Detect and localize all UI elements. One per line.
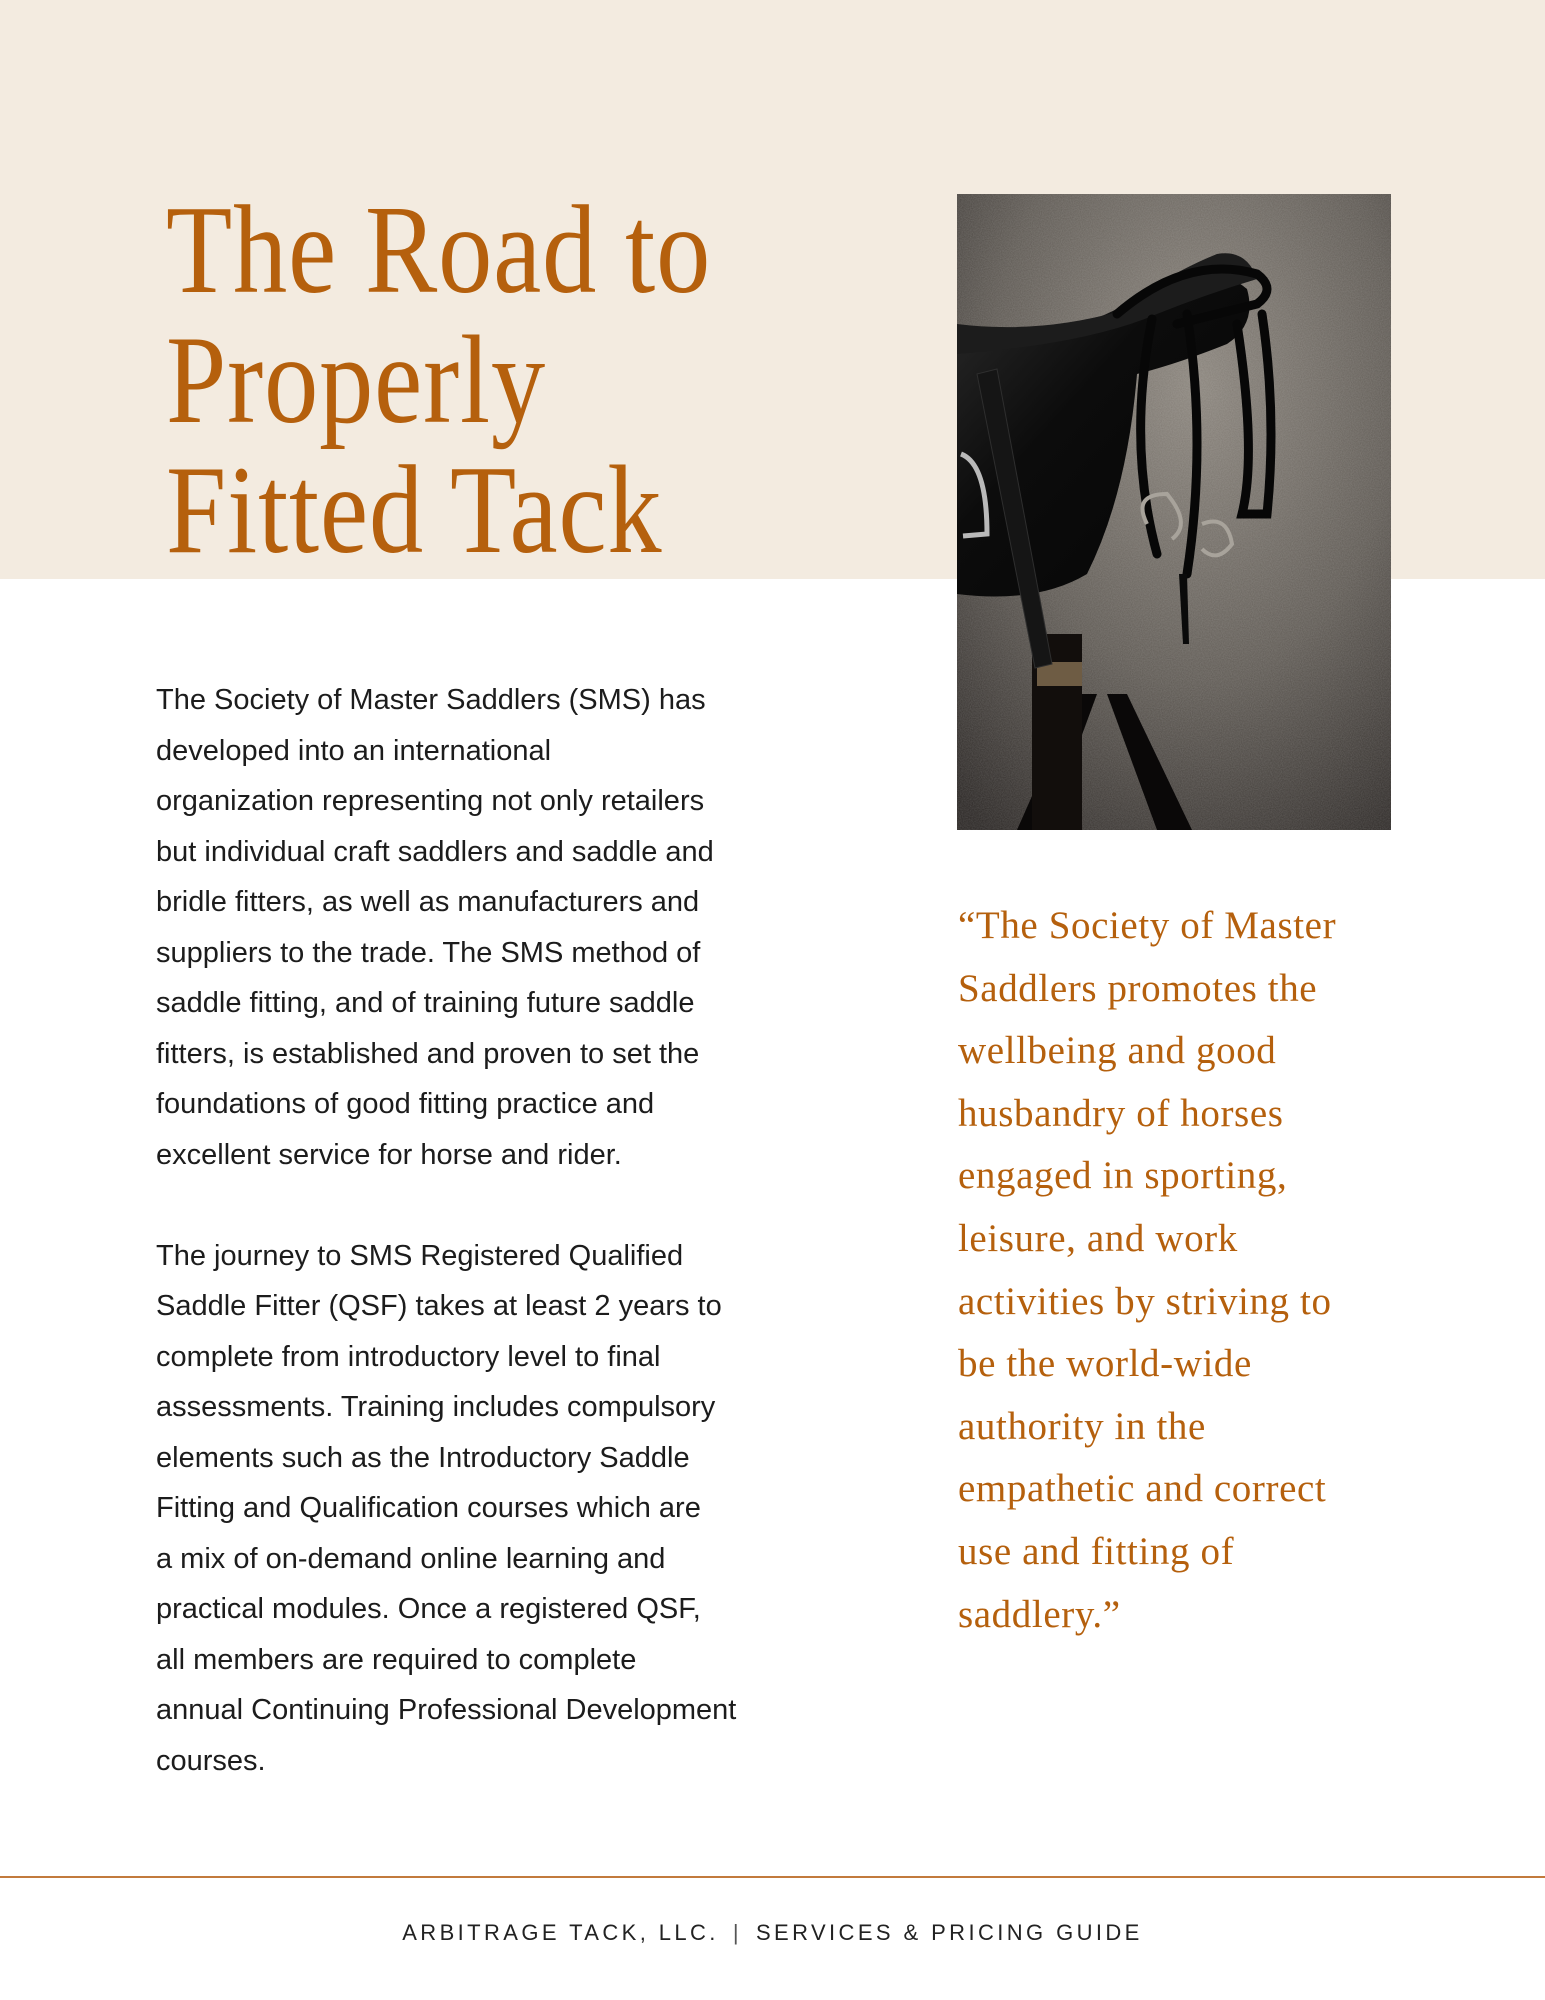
text-line: developed into an international (156, 734, 552, 767)
quote-line: be the world-wide (958, 1342, 1252, 1386)
quote-line: engaged in sporting, (958, 1154, 1288, 1198)
text-line: practical modules. Once a registered QSF, (156, 1593, 701, 1625)
text-line: elements such as the Introductory Saddle (156, 1441, 690, 1474)
text-line: suppliers to the trade. The SMS method of (156, 936, 701, 969)
body-text (156, 675, 876, 1837)
text-line: excellent service for horse and rider. (156, 1138, 622, 1171)
text-line: complete from introductory level to final (156, 1340, 661, 1373)
quote-line: leisure, and work (958, 1216, 1238, 1260)
text-line: bridle fitters, as well as manufacturers and (156, 886, 700, 918)
text-line: all members are required to complete (156, 1643, 637, 1676)
page-footer (0, 1920, 1545, 1946)
text-line: The Society of Master Saddlers (SMS) has (156, 684, 706, 716)
quote-line: “The Society of Master (958, 904, 1337, 947)
text-line: a mix of on-demand online learning and (156, 1542, 666, 1575)
text-line: but individual craft saddlers and saddle and (156, 835, 714, 868)
text-line: saddle fitting, and of training future saddle (156, 987, 695, 1019)
footer-divider (0, 1876, 1545, 1878)
text-line: organization representing not only retailers (156, 785, 705, 817)
quote-line: empathetic and correct (958, 1467, 1327, 1511)
title-line: Properly (166, 311, 547, 450)
title-line: The Road to (166, 186, 712, 320)
saddle-illustration (957, 194, 1391, 830)
page-title (166, 186, 926, 579)
text-line: fitters, is established and proven to set the (156, 1037, 700, 1070)
title-line: Fitted Tack (166, 441, 663, 579)
quote-line: Saddlers promotes the (958, 966, 1318, 1010)
text-line: annual Continuing Professional Development (156, 1694, 737, 1726)
footer-separator: | (732, 1920, 742, 1945)
quote-line: saddlery.” (958, 1592, 1121, 1636)
footer-company: ARBITRAGE TACK, LLC. (402, 1920, 719, 1945)
text-line: The journey to SMS Registered Qualified (156, 1239, 684, 1272)
text-line: Saddle Fitter (QSF) takes at least 2 years to (156, 1290, 722, 1322)
pull-quote (958, 895, 1428, 1646)
quote-line: wellbeing and good (958, 1029, 1277, 1073)
quote-line: authority in the (958, 1404, 1206, 1448)
quote-line: activities by striving to (958, 1279, 1332, 1323)
text-line: courses. (156, 1744, 266, 1777)
text-line: Fitting and Qualification courses which are (156, 1492, 701, 1524)
paragraph-qsf-journey (156, 1231, 876, 1787)
quote-line: husbandry of horses (958, 1091, 1284, 1135)
paragraph-sms-overview (156, 675, 876, 1180)
quote-line: use and fitting of (958, 1529, 1235, 1573)
text-line: foundations of good fitting practice and (156, 1088, 655, 1120)
saddle-photo (957, 194, 1391, 830)
footer-document-title: SERVICES & PRICING GUIDE (755, 1920, 1143, 1945)
text-line: assessments. Training includes compulsory (156, 1391, 716, 1423)
